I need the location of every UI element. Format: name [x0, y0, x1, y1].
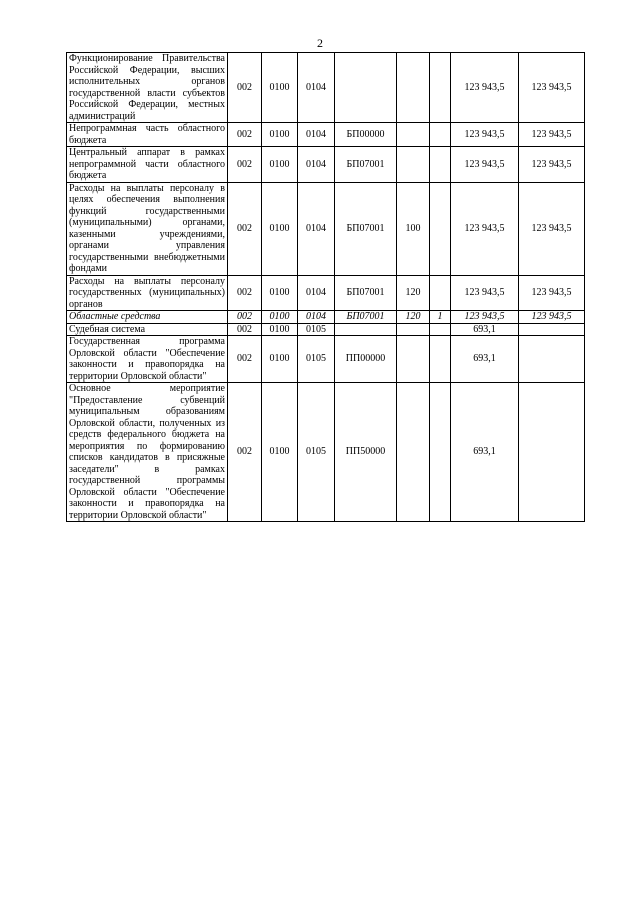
row-name-cell: Функционирование Правительства Российской Федерации, высших исполнительных органов государственной власти субъектов Российской Федерации, местных администраций	[67, 53, 228, 123]
table-row	[67, 275, 585, 311]
admin-code-cell: 002	[228, 336, 262, 383]
table-row	[67, 147, 585, 183]
amount-2-cell: 123 943,5	[519, 311, 585, 324]
row-name-cell: Государственная программа Орловской области "Обеспечение законности и правопорядка на территории Орловской области"	[67, 336, 228, 383]
table-row	[67, 53, 585, 123]
amount-1-cell: 123 943,5	[451, 275, 519, 311]
source-cell: 1	[430, 311, 451, 324]
subsection-code-cell: 0104	[298, 182, 335, 275]
subsection-code-cell: 0104	[298, 311, 335, 324]
target-article-cell: ПП50000	[335, 383, 397, 522]
source-cell	[430, 275, 451, 311]
amount-2-cell: 123 943,5	[519, 53, 585, 123]
expense-type-cell	[397, 53, 430, 123]
amount-2-cell	[519, 323, 585, 336]
section-code-cell: 0100	[262, 53, 298, 123]
source-cell	[430, 383, 451, 522]
target-article-cell: БП07001	[335, 311, 397, 324]
amount-2-cell	[519, 336, 585, 383]
subsection-code-cell: 0105	[298, 336, 335, 383]
section-code-cell: 0100	[262, 336, 298, 383]
target-article-cell: БП07001	[335, 182, 397, 275]
row-name-cell: Непрограммная часть областного бюджета	[67, 123, 228, 147]
page-number: 2	[317, 36, 323, 50]
section-code-cell: 0100	[262, 323, 298, 336]
amount-1-cell: 693,1	[451, 323, 519, 336]
admin-code-cell: 002	[228, 182, 262, 275]
admin-code-cell: 002	[228, 383, 262, 522]
target-article-cell	[335, 53, 397, 123]
source-cell	[430, 53, 451, 123]
expense-type-cell	[397, 383, 430, 522]
row-name-cell: Основное мероприятие "Предоставление субвенций муниципальным образованиям Орловской области, полученных из средств федерального бюджета на мероприятия по формированию списков кандидатов в присяжные заседатели" в рамках государственной программы Орловской области "Обеспечение законности и правопорядка на территории Орловской области"	[67, 383, 228, 522]
subsection-code-cell: 0105	[298, 383, 335, 522]
expense-type-cell: 120	[397, 275, 430, 311]
table-row	[67, 336, 585, 383]
admin-code-cell: 002	[228, 147, 262, 183]
source-cell	[430, 336, 451, 383]
row-name-cell: Центральный аппарат в рамках непрограммной части областного бюджета	[67, 147, 228, 183]
target-article-cell	[335, 323, 397, 336]
expense-type-cell	[397, 123, 430, 147]
subsection-code-cell: 0104	[298, 275, 335, 311]
target-article-cell: БП00000	[335, 123, 397, 147]
source-cell	[430, 123, 451, 147]
table-row	[67, 323, 585, 336]
row-name-cell: Расходы на выплаты персоналу в целях обеспечения выполнения функций государственными (муниципальными) органами, казенными учреждениями, органами управления государственными внебюджетными фондами	[67, 182, 228, 275]
row-name-cell: Судебная система	[67, 323, 228, 336]
target-article-cell: БП07001	[335, 275, 397, 311]
admin-code-cell: 002	[228, 53, 262, 123]
section-code-cell: 0100	[262, 123, 298, 147]
amount-2-cell: 123 943,5	[519, 182, 585, 275]
source-cell	[430, 182, 451, 275]
amount-2-cell: 123 943,5	[519, 123, 585, 147]
amount-1-cell: 123 943,5	[451, 147, 519, 183]
section-code-cell: 0100	[262, 275, 298, 311]
subsection-code-cell: 0104	[298, 147, 335, 183]
admin-code-cell: 002	[228, 275, 262, 311]
budget-table	[66, 52, 585, 522]
table-row	[67, 311, 585, 324]
amount-2-cell: 123 943,5	[519, 275, 585, 311]
table-row	[67, 383, 585, 522]
expense-type-cell	[397, 323, 430, 336]
section-code-cell: 0100	[262, 147, 298, 183]
amount-1-cell: 123 943,5	[451, 123, 519, 147]
amount-2-cell	[519, 383, 585, 522]
row-name-cell: Расходы на выплаты персоналу государственных (муниципальных) органов	[67, 275, 228, 311]
subsection-code-cell: 0104	[298, 123, 335, 147]
expense-type-cell	[397, 336, 430, 383]
subsection-code-cell: 0105	[298, 323, 335, 336]
amount-1-cell: 693,1	[451, 336, 519, 383]
amount-1-cell: 123 943,5	[451, 311, 519, 324]
subsection-code-cell: 0104	[298, 53, 335, 123]
amount-1-cell: 693,1	[451, 383, 519, 522]
amount-1-cell: 123 943,5	[451, 53, 519, 123]
expense-type-cell	[397, 147, 430, 183]
admin-code-cell: 002	[228, 311, 262, 324]
expense-type-cell: 120	[397, 311, 430, 324]
amount-2-cell: 123 943,5	[519, 147, 585, 183]
section-code-cell: 0100	[262, 311, 298, 324]
table-row	[67, 123, 585, 147]
row-name-cell: Областные средства	[67, 311, 228, 324]
admin-code-cell: 002	[228, 123, 262, 147]
expense-type-cell: 100	[397, 182, 430, 275]
section-code-cell: 0100	[262, 182, 298, 275]
source-cell	[430, 147, 451, 183]
admin-code-cell: 002	[228, 323, 262, 336]
target-article-cell: БП07001	[335, 147, 397, 183]
target-article-cell: ПП00000	[335, 336, 397, 383]
section-code-cell: 0100	[262, 383, 298, 522]
table-row	[67, 182, 585, 275]
amount-1-cell: 123 943,5	[451, 182, 519, 275]
source-cell	[430, 323, 451, 336]
